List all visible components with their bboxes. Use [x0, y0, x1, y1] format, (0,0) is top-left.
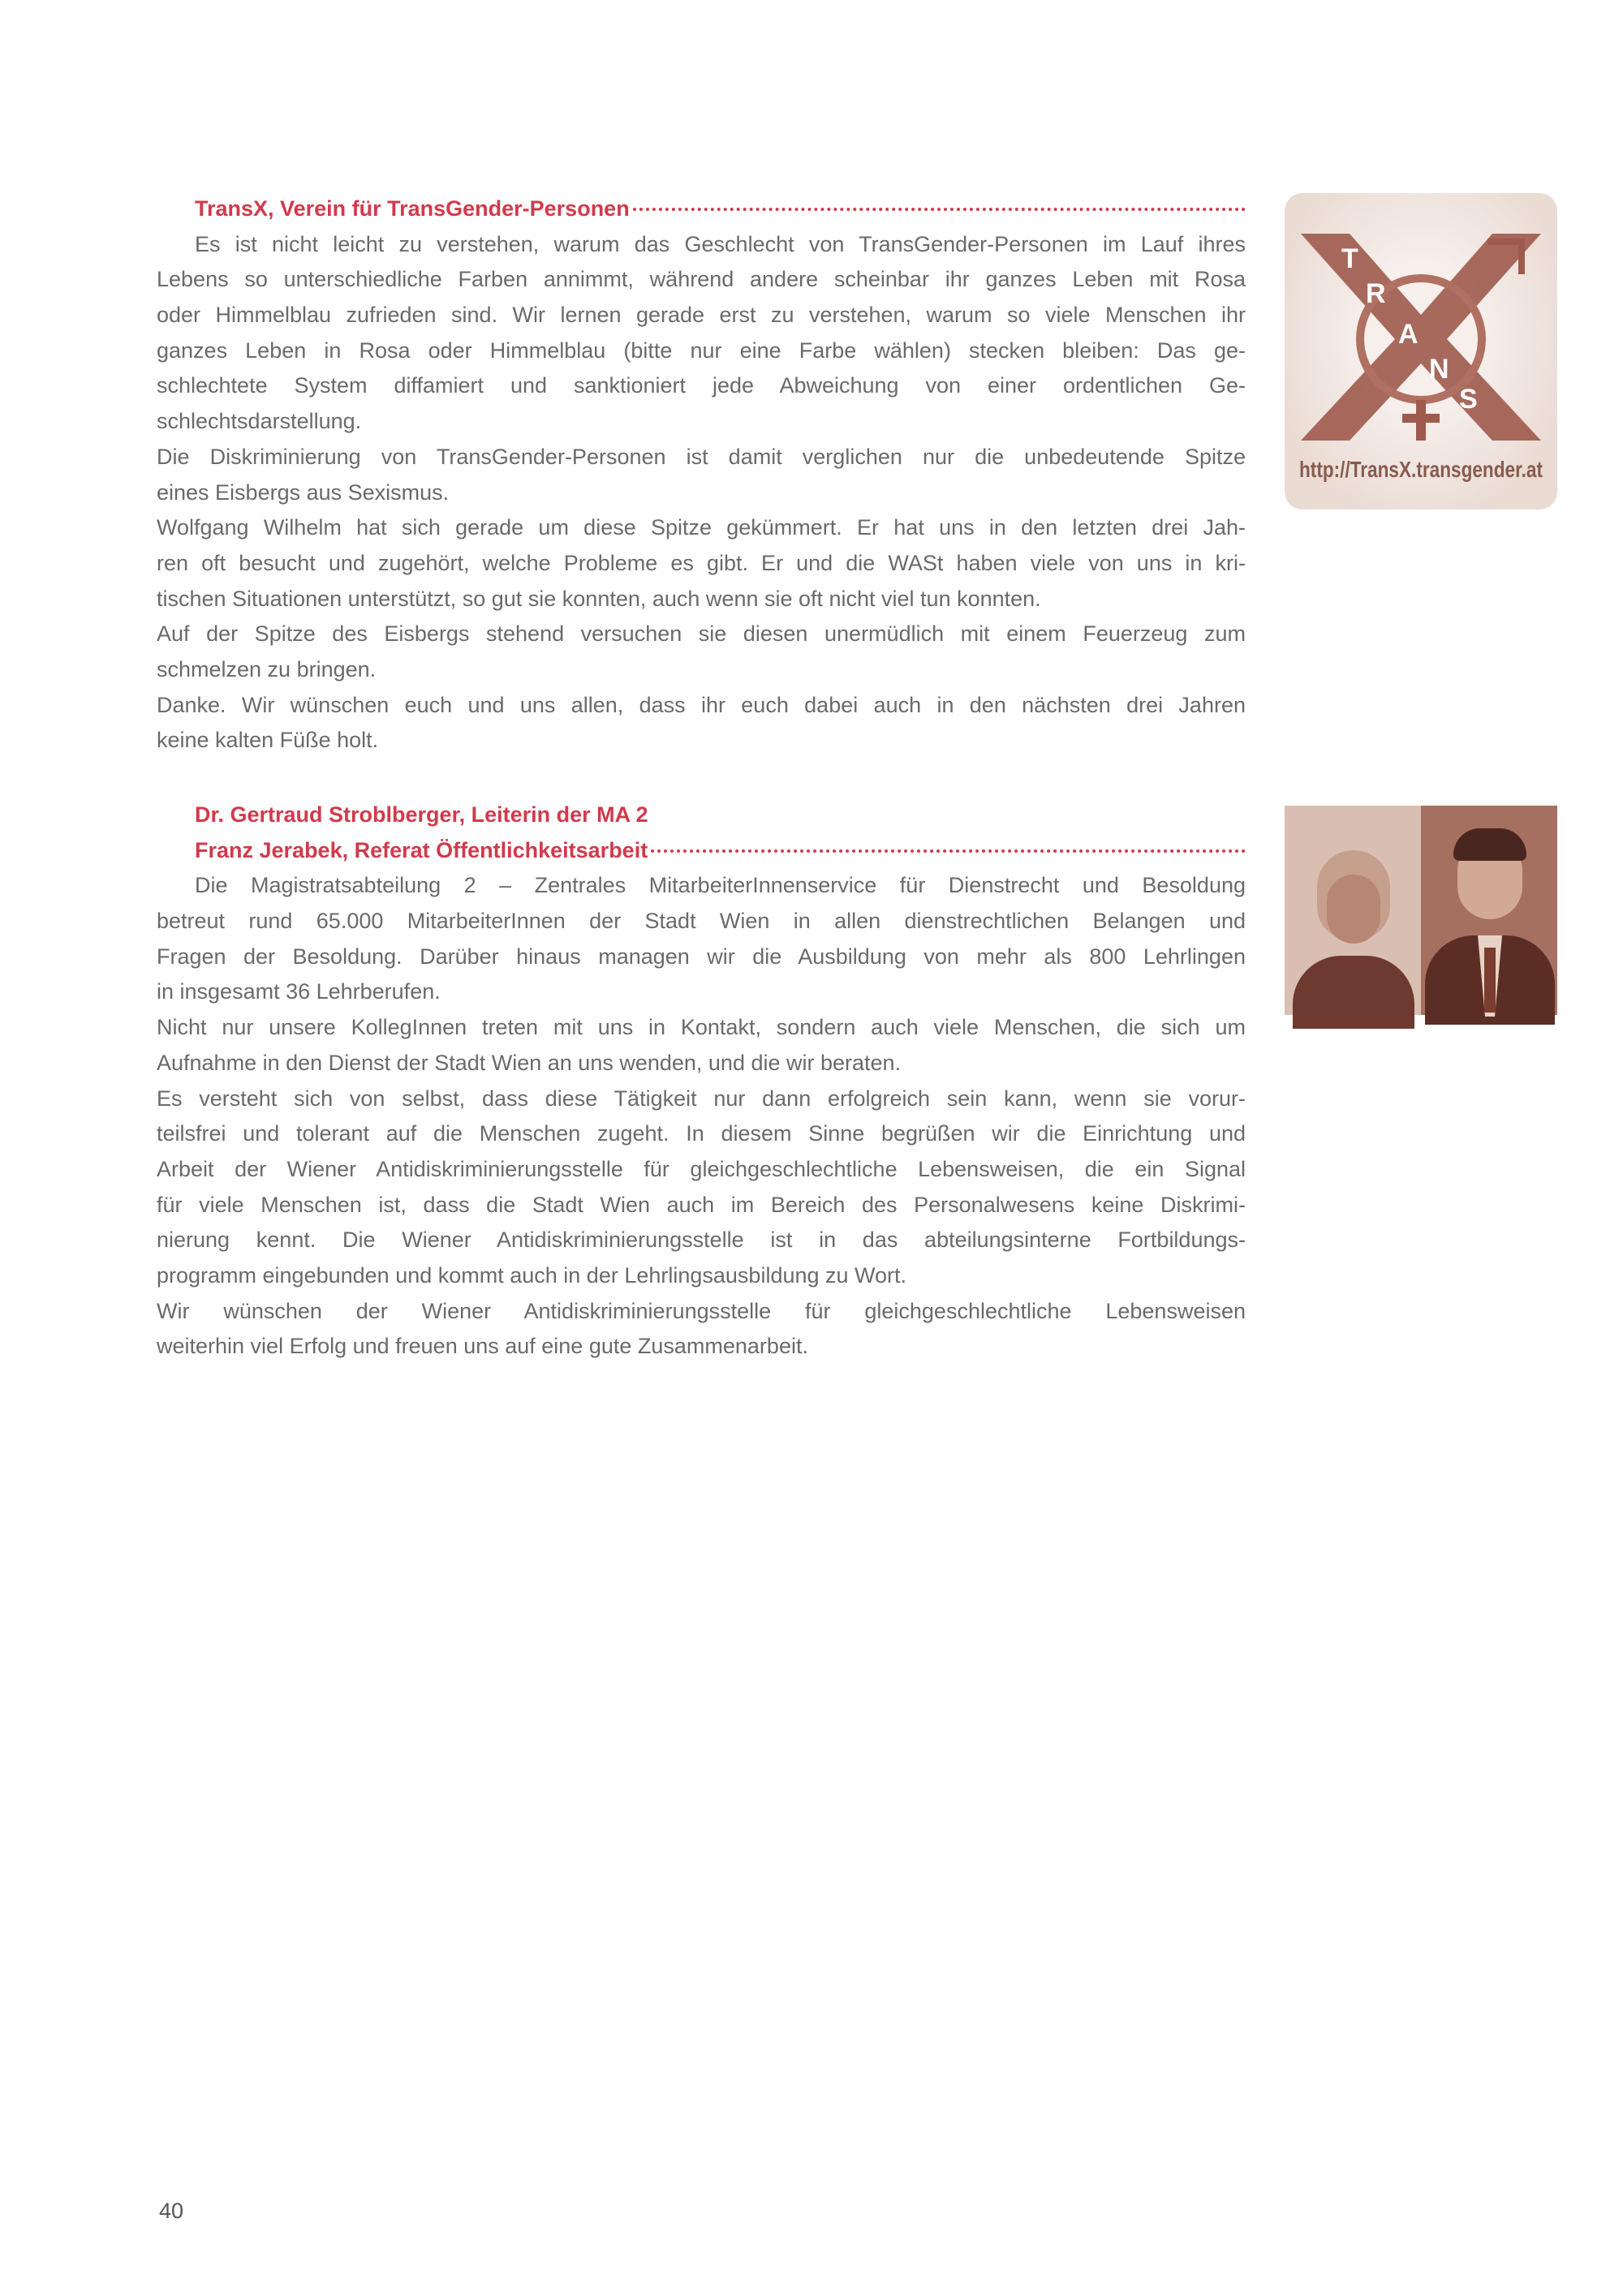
text-line: Arbeit der Wiener Antidiskriminierungsstelle für gleichgeschlechtliche Lebensweisen, die ein Signal	[157, 1156, 1246, 1181]
text-line: schlechtsdarstellung.	[157, 409, 362, 434]
text-line: keine kalten Füße holt.	[157, 728, 379, 753]
text-line: Aufnahme in den Dienst der Stadt Wien an uns wenden, und die wir beraten.	[157, 1050, 902, 1075]
section-heading-text: TransX, Verein für TransGender-Personen	[195, 196, 630, 221]
portrait-jerabek	[1421, 806, 1557, 1015]
text-line: Auf der Spitze des Eisbergs stehend versuchen sie diesen unermüdlich mit einem Feuerzeug zum	[157, 621, 1246, 647]
text-line: Die Diskriminierung von TransGender-Personen ist damit verglichen nur die unbedeutende Spitze	[157, 444, 1246, 469]
paragraph	[157, 1010, 1246, 1081]
logo-letter: N	[1429, 354, 1449, 385]
text-line: Fragen der Besoldung. Darüber hinaus managen wir die Ausbildung von mehr als 800 Lehrlingen	[157, 944, 1246, 969]
text-line: tischen Situationen unterstützt, so gut sie konnten, auch wenn sie oft nicht viel tun konnten.	[157, 586, 1041, 611]
text-line: Wir wünschen der Wiener Antidiskriminierungsstelle für gleichgeschlechtliche Lebensweisen	[157, 1298, 1246, 1323]
paragraph	[157, 510, 1246, 617]
paragraph	[157, 227, 1246, 440]
text-line: weiterhin viel Erfolg und freuen uns auf eine gute Zusammenarbeit.	[157, 1334, 808, 1359]
text-line: Nicht nur unsere KollegInnen treten mit uns in Kontakt, sondern auch viele Menschen, die sich um	[157, 1015, 1246, 1040]
logo-letter: T	[1341, 243, 1358, 274]
text-line: Wolfgang Wilhelm hat sich gerade um diese Spitze gekümmert. Er hat uns in den letzten drei Jah-	[157, 515, 1246, 540]
section-heading-text: Dr. Gertraud Stroblberger, Leiterin der MA 2	[195, 802, 648, 827]
logo-letter: S	[1459, 384, 1478, 415]
transx-logo-image	[1285, 193, 1557, 510]
paragraph	[157, 617, 1246, 687]
section-heading-text: Franz Jerabek, Referat Öffentlichkeitsarbeit	[195, 837, 648, 862]
text-line: Lebens so unterschiedliche Farben annimmt, während andere scheinbar ihr ganzes Leben mit Rosa	[157, 267, 1246, 292]
paragraph	[157, 1294, 1246, 1365]
section-ma2	[157, 798, 1246, 1365]
text-line: betreut rund 65.000 MitarbeiterInnen der Stadt Wien in allen dienstrechtlichen Belangen und	[157, 909, 1246, 934]
text-line: eines Eisbergs aus Sexismus.	[157, 479, 450, 505]
portrait-photos	[1285, 806, 1557, 1015]
section-heading	[157, 833, 1246, 869]
text-line: ren oft besucht und zugehört, welche Probleme es gibt. Er und die WASt haben viele von uns in kri-	[157, 550, 1246, 575]
paragraph	[157, 868, 1246, 1010]
section-heading	[157, 798, 1246, 833]
logo-letter: R	[1366, 278, 1386, 309]
dotted-leader	[633, 208, 1246, 211]
paragraph	[157, 688, 1246, 759]
text-line: ganzes Leben in Rosa oder Himmelblau (bitte nur eine Farbe wählen) stecken bleiben: Das ge-	[157, 338, 1246, 363]
text-line: oder Himmelblau zufrieden sind. Wir lernen gerade erst zu verstehen, warum so viele Menschen ihr	[157, 303, 1246, 328]
section-heading	[157, 191, 1246, 227]
text-line: programm eingebunden und kommt auch in der Lehrlingsausbildung zu Wort.	[157, 1262, 907, 1288]
text-line: Es ist nicht leicht zu verstehen, warum das Geschlecht von TransGender-Personen im Lauf ihres	[195, 231, 1246, 256]
text-line: schlechtete System diffamiert und sanktioniert jede Abweichung von einer ordentlichen Ge-	[157, 373, 1246, 398]
text-line: für viele Menschen ist, dass die Stadt Wien auch im Bereich des Personalwesens keine Diskrimi-	[157, 1192, 1246, 1217]
text-line: Danke. Wir wünschen euch und uns allen, dass ihr euch dabei auch in den nächsten drei Jahren	[157, 692, 1246, 717]
text-line: schmelzen zu bringen.	[157, 656, 377, 681]
text-line: in insgesamt 36 Lehrberufen.	[157, 979, 441, 1004]
logo-url: http://TransX.transgender.at	[1299, 457, 1543, 482]
transx-logo-icon	[1285, 193, 1557, 510]
text-line: teilsfrei und tolerant auf die Menschen zugeht. In diesem Sinne begrüßen wir die Einrichtung und	[157, 1121, 1246, 1146]
text-line: nierung kennt. Die Wiener Antidiskriminierungsstelle ist in das abteilungsinterne Fortbildungs-	[157, 1228, 1246, 1253]
section-transx	[157, 191, 1246, 759]
portrait-stroblberger	[1285, 806, 1421, 1015]
text-line: Es versteht sich von selbst, dass diese Tätigkeit nur dann erfolgreich sein kann, wenn sie vorur-	[157, 1086, 1246, 1111]
text-line: Die Magistratsabteilung 2 – Zentrales MitarbeiterInnenservice für Dienstrecht und Besoldung	[195, 873, 1246, 898]
logo-letter: A	[1398, 319, 1419, 350]
paragraph	[157, 440, 1246, 510]
dotted-leader	[651, 849, 1246, 853]
paragraph	[157, 1081, 1246, 1294]
page-number: 40	[159, 2199, 184, 2223]
